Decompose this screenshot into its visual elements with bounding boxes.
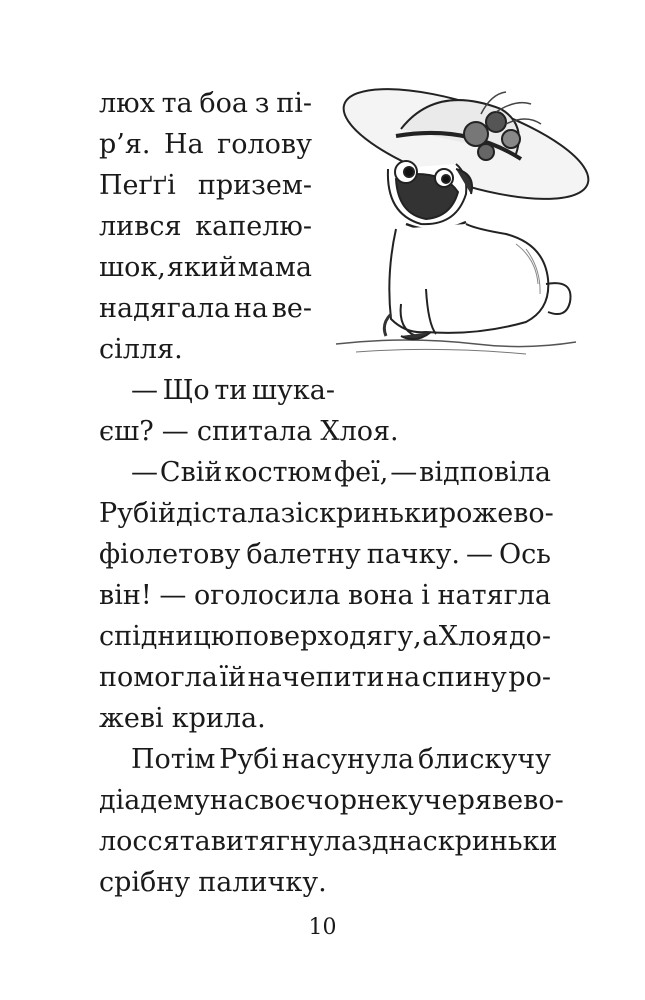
word: крила. xyxy=(171,703,266,734)
word: своє xyxy=(243,785,306,816)
word: скриньки xyxy=(304,498,439,529)
text-line xyxy=(99,701,551,737)
word: який xyxy=(166,252,237,283)
text-line xyxy=(99,537,551,573)
word: на xyxy=(233,293,269,324)
word: а xyxy=(422,621,439,652)
word: до- xyxy=(508,621,551,652)
word: — xyxy=(131,375,158,406)
pug-in-hat-illustration xyxy=(326,74,594,364)
word: пачку. xyxy=(366,539,461,570)
word: лився xyxy=(99,211,182,242)
word: рожево- xyxy=(438,498,554,529)
word: оголосила xyxy=(193,580,341,611)
word: та xyxy=(161,88,193,119)
word: — xyxy=(390,457,418,488)
word: пі- xyxy=(276,88,312,119)
word: Потім xyxy=(131,744,216,775)
word: помогла xyxy=(99,662,218,693)
word: єш? xyxy=(99,416,154,447)
text-line xyxy=(99,865,551,901)
word: срібну xyxy=(99,867,191,898)
word: поверх xyxy=(234,621,333,652)
word: во- xyxy=(523,785,564,816)
word: начепити xyxy=(247,662,385,693)
word: — xyxy=(159,580,187,611)
word: — xyxy=(131,457,158,488)
word: та xyxy=(179,826,211,857)
word: шок, xyxy=(99,252,166,283)
text-line xyxy=(99,127,312,163)
word: зі xyxy=(280,498,304,529)
text-line xyxy=(99,783,564,819)
text-line xyxy=(99,86,312,122)
word: шука- xyxy=(251,375,335,406)
word: р’я. xyxy=(99,129,151,160)
word: відповіла xyxy=(419,457,551,488)
word: чорне xyxy=(305,785,392,816)
word: лосся xyxy=(99,826,180,857)
word: паличку. xyxy=(198,867,327,898)
word: спитала xyxy=(196,416,313,447)
word: й xyxy=(157,498,176,529)
word: ве- xyxy=(271,293,312,324)
word: фіолетову xyxy=(99,539,241,570)
word: Хлоя xyxy=(438,621,509,652)
page-number: 10 xyxy=(308,915,337,940)
word: — xyxy=(466,539,493,570)
text-line xyxy=(99,168,312,204)
word: скриньки xyxy=(422,826,558,857)
text-line xyxy=(99,619,551,655)
word: балетну xyxy=(246,539,361,570)
word: На xyxy=(163,129,204,160)
word: жеві xyxy=(99,703,164,734)
word: голову xyxy=(217,129,312,160)
word: капелю- xyxy=(195,211,312,242)
word: спину xyxy=(421,662,507,693)
word: Рубі xyxy=(99,498,158,529)
word: Ось xyxy=(498,539,551,570)
text-line xyxy=(99,332,312,368)
text-line xyxy=(99,578,551,614)
word: боа xyxy=(199,88,249,119)
word: на xyxy=(386,662,421,693)
word: феї, xyxy=(333,457,389,488)
text-line xyxy=(99,414,399,450)
text-line xyxy=(99,496,554,532)
word: діадему xyxy=(99,785,210,816)
word: спідницю xyxy=(99,621,235,652)
word: Що xyxy=(162,375,210,406)
text-line xyxy=(131,742,551,778)
word: Хлоя. xyxy=(320,416,399,447)
word: сілля. xyxy=(99,334,183,365)
word: натягла xyxy=(437,580,551,611)
word: ро- xyxy=(508,662,551,693)
word: костюм xyxy=(224,457,333,488)
word: дна xyxy=(371,826,423,857)
word: блискучу xyxy=(417,744,551,775)
word: витягнула xyxy=(210,826,358,857)
word: — xyxy=(161,416,189,447)
word: кучеряве xyxy=(391,785,524,816)
text-line xyxy=(131,455,551,491)
word: Свій xyxy=(159,457,223,488)
text-line xyxy=(99,660,551,696)
word: мама xyxy=(237,252,312,283)
text-line xyxy=(99,824,558,860)
word: Рубі xyxy=(219,744,279,775)
word: надягала xyxy=(99,293,231,324)
word: з xyxy=(254,88,270,119)
word: вона xyxy=(348,580,414,611)
text-line xyxy=(131,373,335,409)
word: з xyxy=(357,826,372,857)
text-line xyxy=(99,291,312,327)
word: дістала xyxy=(175,498,281,529)
word: він! xyxy=(99,580,152,611)
word: і xyxy=(421,580,430,611)
word: насунула xyxy=(281,744,415,775)
word: Пеґґі xyxy=(99,170,176,201)
text-line xyxy=(99,250,312,286)
word: одягу, xyxy=(333,621,422,652)
word: ти xyxy=(214,375,248,406)
word: призем- xyxy=(197,170,312,201)
word: їй xyxy=(219,662,247,693)
word: на xyxy=(209,785,244,816)
text-line xyxy=(99,209,312,245)
word: люх xyxy=(99,88,155,119)
